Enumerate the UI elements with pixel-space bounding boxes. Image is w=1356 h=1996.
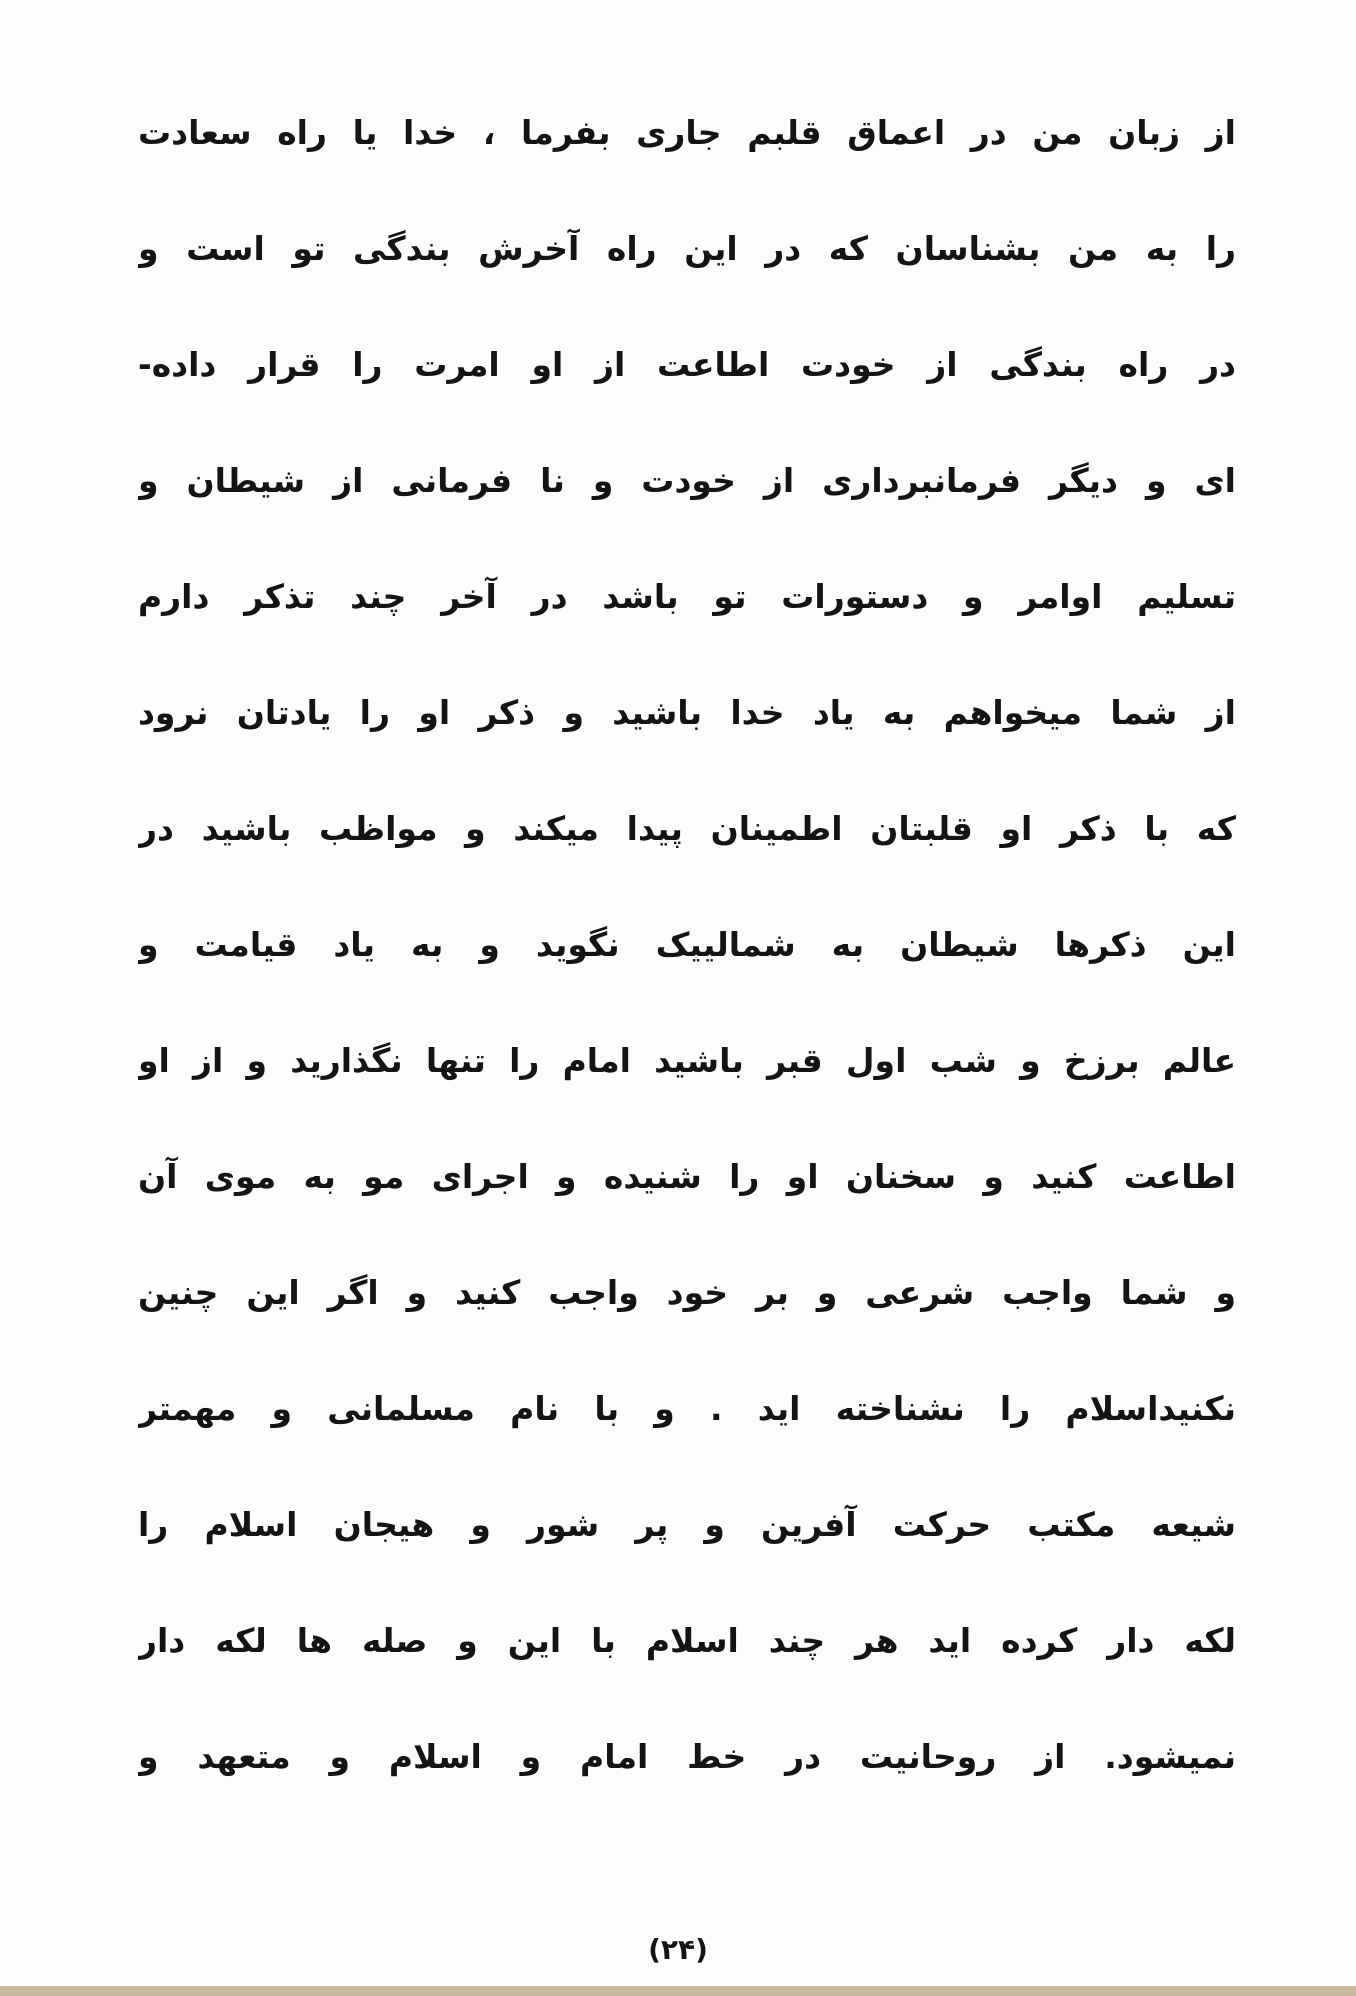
text-line: ای و دیگر فرمانبرداری از خودت و نا فرمانی از شیطان و (138, 461, 1236, 500)
text-line: از شما میخواهم به یاد خدا باشید و ذکر او را یادتان نرود (138, 693, 1236, 732)
scan-bottom-edge (0, 1986, 1356, 1996)
page-number: (۲۴) (648, 1933, 708, 1966)
text-line: لکه دار کرده اید هر چند اسلام با این و صله ها لکه دار (138, 1621, 1236, 1660)
text-line: تسلیم اوامر و دستورات تو باشد در آخر چند تذکر دارم (138, 577, 1236, 616)
text-line: این ذکرها شیطان به شمالییک نگوید و به یاد قیامت و (138, 925, 1236, 964)
text-line: از زبان من در اعماق قلبم جاری بفرما ، خدا یا راه سعادت (138, 113, 1236, 152)
text-line: اطاعت کنید و سخنان او را شنیده و اجرای مو به موی آن (138, 1157, 1236, 1196)
text-line: را به من بشناسان که در این راه آخرش بندگی تو است و (138, 229, 1236, 268)
text-line: در راه بندگی از خودت اطاعت از او امرت را قرار داده- (138, 345, 1236, 384)
text-line: نکنیداسلام را نشناخته اید . و با نام مسلمانی و مهمتر (138, 1389, 1236, 1428)
text-line: نمیشود. از روحانیت در خط امام و اسلام و متعهد و (138, 1737, 1236, 1776)
text-line: شیعه مکتب حرکت آفرین و پر شور و هیجان اسلام را (138, 1505, 1236, 1544)
text-line: که با ذکر او قلبتان اطمینان پیدا میکند و مواظب باشید در (138, 809, 1236, 848)
body-text (138, 108, 1236, 1848)
text-line: عالم برزخ و شب اول قبر باشید امام را تنها نگذارید و از او (138, 1041, 1236, 1080)
text-line: و شما واجب شرعی و بر خود واجب کنید و اگر این چنین (138, 1273, 1236, 1312)
